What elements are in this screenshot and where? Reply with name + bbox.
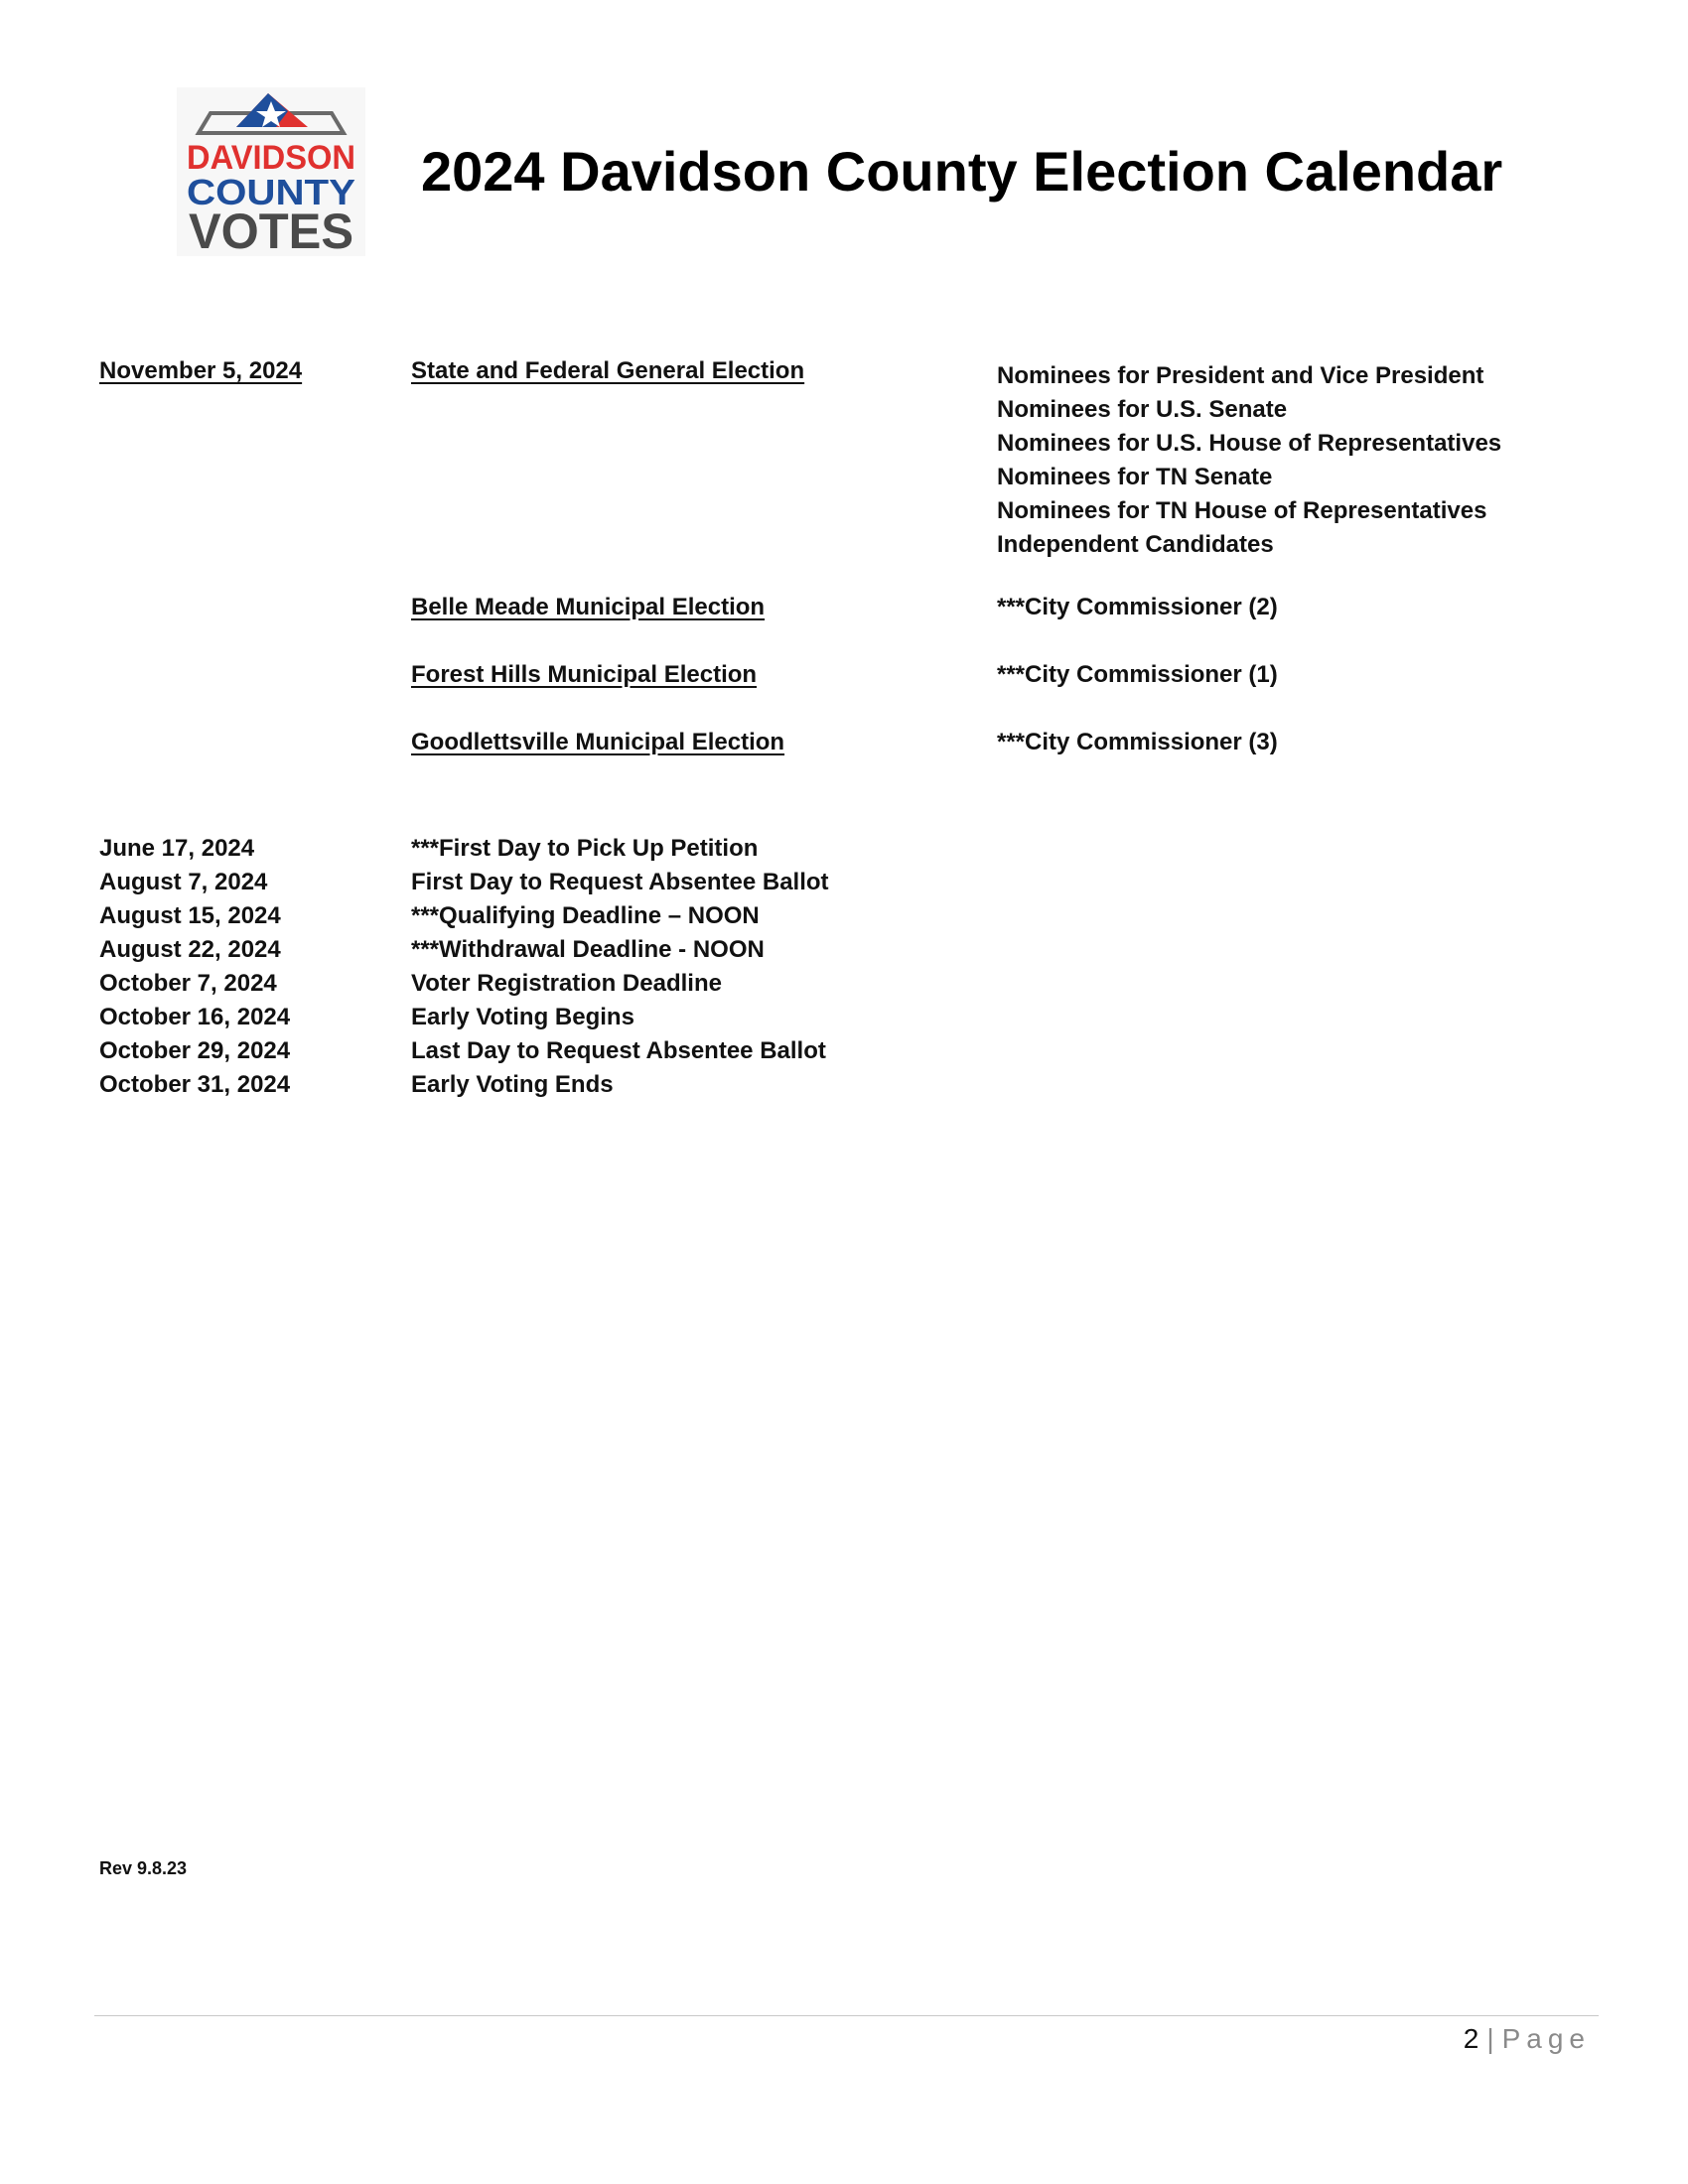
deadline-row bbox=[99, 1001, 829, 1034]
state-federal-offices-list bbox=[997, 359, 1501, 562]
page-footer bbox=[1464, 2023, 1591, 2055]
event-belle-meade-municipal: Belle Meade Municipal Election bbox=[411, 594, 766, 620]
deadline-date: October 29, 2024 bbox=[99, 1037, 291, 1064]
deadline-date: August 7, 2024 bbox=[99, 869, 268, 895]
deadline-label: Voter Registration Deadline bbox=[411, 970, 722, 997]
deadline-date: August 22, 2024 bbox=[99, 936, 281, 963]
deadline-date: June 17, 2024 bbox=[99, 835, 255, 862]
office-item: Nominees for President and Vice President bbox=[997, 362, 1484, 389]
revision-note: Rev 9.8.23 bbox=[99, 1858, 188, 1878]
office-belle-meade: ***City Commissioner (2) bbox=[997, 594, 1278, 620]
deadline-row bbox=[99, 866, 829, 899]
deadline-label: ***Withdrawal Deadline - NOON bbox=[411, 936, 765, 963]
page-number: 2 bbox=[1463, 2023, 1479, 2054]
office-goodlettsville: ***City Commissioner (3) bbox=[997, 729, 1278, 755]
deadline-date: October 16, 2024 bbox=[99, 1004, 291, 1030]
event-forest-hills-municipal: Forest Hills Municipal Election bbox=[411, 661, 758, 688]
office-forest-hills: ***City Commissioner (1) bbox=[997, 661, 1278, 688]
deadline-row bbox=[99, 899, 829, 933]
event-state-federal-general: State and Federal General Election bbox=[411, 357, 805, 384]
logo-line-county: COUNTY bbox=[187, 172, 355, 212]
office-item: Nominees for U.S. House of Representatives bbox=[997, 430, 1502, 457]
page-label: Page bbox=[1501, 2023, 1591, 2054]
deadline-label: Early Voting Begins bbox=[411, 1004, 634, 1030]
footer-divider bbox=[94, 2015, 1599, 2016]
deadline-label: Early Voting Ends bbox=[411, 1071, 614, 1098]
davidson-county-votes-logo bbox=[177, 87, 365, 256]
event-goodlettsville-municipal: Goodlettsville Municipal Election bbox=[411, 729, 785, 755]
page-title: 2024 Davidson County Election Calendar bbox=[421, 140, 1503, 203]
deadline-row bbox=[99, 1034, 829, 1068]
office-item: Nominees for TN House of Representatives bbox=[997, 497, 1487, 524]
logo-line-davidson: DAVIDSON bbox=[187, 139, 355, 177]
deadline-row bbox=[99, 1068, 829, 1102]
deadline-row bbox=[99, 832, 829, 866]
deadline-label: First Day to Request Absentee Ballot bbox=[411, 869, 829, 895]
deadline-row bbox=[99, 933, 829, 967]
deadline-date: October 31, 2024 bbox=[99, 1071, 291, 1098]
page-separator: | bbox=[1486, 2023, 1494, 2054]
deadline-date: August 15, 2024 bbox=[99, 902, 281, 929]
deadline-row bbox=[99, 967, 829, 1001]
deadline-label: ***Qualifying Deadline – NOON bbox=[411, 902, 760, 929]
deadline-label: Last Day to Request Absentee Ballot bbox=[411, 1037, 826, 1064]
office-item: Nominees for TN Senate bbox=[997, 464, 1273, 490]
deadline-label: ***First Day to Pick Up Petition bbox=[411, 835, 759, 862]
office-item: Independent Candidates bbox=[997, 531, 1274, 558]
election-date: November 5, 2024 bbox=[99, 357, 303, 384]
deadline-date: October 7, 2024 bbox=[99, 970, 277, 997]
deadlines-list bbox=[99, 832, 829, 1102]
logo-line-votes: VOTES bbox=[189, 204, 353, 256]
office-item: Nominees for U.S. Senate bbox=[997, 396, 1288, 423]
